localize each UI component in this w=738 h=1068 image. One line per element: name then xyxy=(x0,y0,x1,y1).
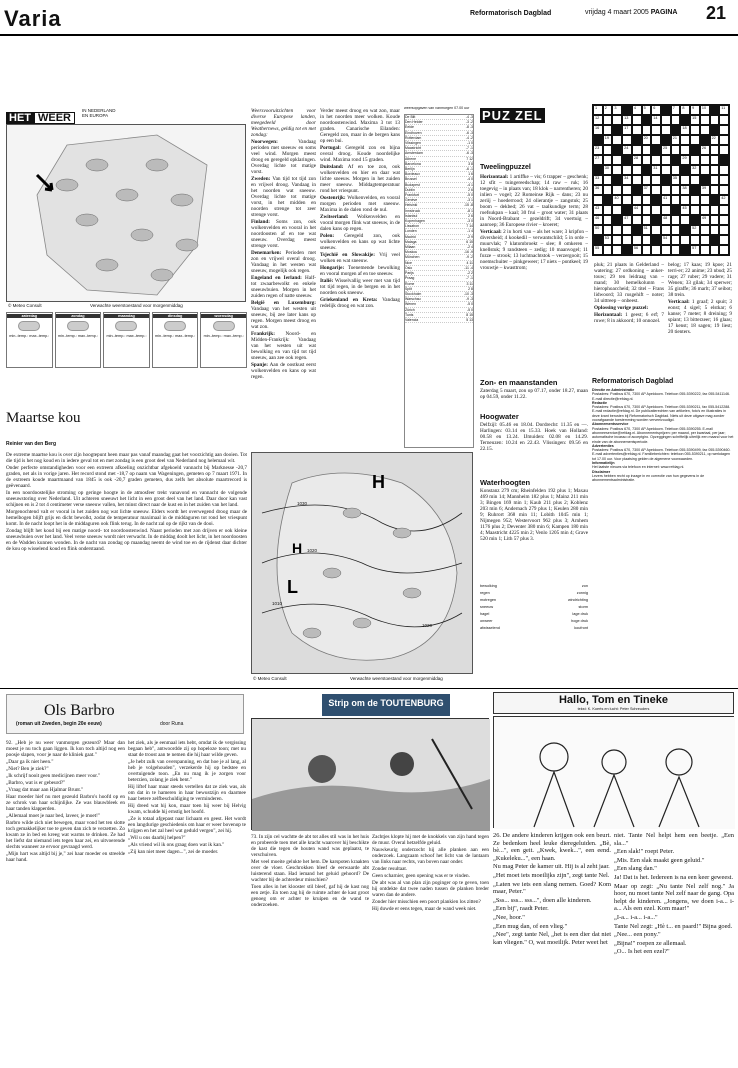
hallo-title: Hallo, Tom en Tineke xyxy=(558,694,668,706)
bottom-rule xyxy=(0,688,738,689)
europe-forecast-col2: Verder meest droog en wat zon, maar in het noorden meer wolken. Koude noordoostenwind. Maxima 3 tot 13 graden. Canarische Eilanden: Geregeld zon, maar in de bergen kans op een bui. Portugal: Geregeld zon en bijna overal droog. Koude noordelijke wind. Maxima rond 15 graden. Duitsland: Af en toe zon, ook wolkenvelden en hier en daar wat lichte sneeuw. Morgen in het zuiden meer sneeuw. Middagtemperatuur rond het vriespunt. Oostenrijk: Wolkenvelden, en vooral morgen perioden met sneeuw. Maxima in de dalen rond de nul. Zwitserland: Wolkenvelden en vooral morgen flink wat sneeuw, in de dalen kans op regen. Polen: Geregeld zon, ook wolkenvelden en kans op wat lichte sneeuw. Tsjechië en Slowakije: Vrij veel wolken en wat sneeuw. Hongarije: Toenemende bewolking en vooral morgen af en toe sneeuw. Italië: Wisselvallig weer met van tijd tot tijd regen, in de bergen en in het noorden ook sneeuw. Griekenland en Kreta: Vandaag redelijk droog en wat zon. xyxy=(320,108,400,309)
ols-title: Ols Barbro xyxy=(44,702,115,719)
cloud-icon xyxy=(18,321,40,331)
forecast-day: maandag min.-temp.: max.-temp.: xyxy=(103,312,150,368)
colophon-body: Directie en Administratie Postadres: Postbus 670, 7300 AP Apeldoorn. Telefoon 055-5390222, fax 055-5411146. E-mail directie@refdag.nl. Redactie Postadres: Postbus 670, 7300 AP Apeldoorn. Telefoon 055-5390211, fax 055-5412288. E-mail redactie@refdag.nl. De publicatierechten van artikelen, foto's en illustraties in deze krant berusten bij Reformatorisch Dagblad. Niets uit deze uitgave mag zonder voorafgaande toestemming worden verveelvoudigd. Abonnementsservice Postadres: Postbus 670, 7300 AP Apeldoorn. Telefoon 055-5390255. E-mail abonneeservice@refdag.nl. Abonnementsprijzen: per maand, per kwartaal, per jaar; automatische incasso of acceptgiro. Opzeggingen schriftelijk uiterlijk een maand voor het einde van de abonnementsperiode. Advertenties Postadres: Postbus 670, 7300 AP Apeldoorn. Telefoon 055-5390499, fax 055-5390460. E-mail advertenties@refdag.nl. Familieberichten: telefoon 055-5390211, op werkdagen tot 17.00 uur. Voor plaatsing gelden de algemene voorwaarden. Informatielijn Het laatste nieuws via telefoon en internet: www.refdag.nl. Disclaimer Lezers hebben recht op inzage in en correctie van hun gegevens in de abonnementsadministratie. xyxy=(592,388,734,483)
legend-row: hagel lage druk xyxy=(480,612,588,616)
weather-table: De Bilt -4 -3 Den Helder -3 -2 Eelde -8 -3 Eindhoven -6 -3 Rotterdam -4 -2 Vlissingen -1 0 Maastricht -7 -1 Amsterdam -6 -3 Athene 7 12 Barcelona 3 8 Berlijn -6 -1 Bordeaux 1 6 Brussel -4 0 Budapest -4 1 Dublin 2 6 Frankfurt -5 0 Genève -3 1 Helsinki -15 -8 Innsbruck -8 1 Istanbul 2 6 Kopenhagen -3 0 Lissabon 7 14 Londen -1 4 Madrid -2 9 Malaga 6 15 Milaan -2 4 Moskou -16 -9 München -9 -2 Nice 4 11 Oslo -11 -4 Parijs -2 2 Praag -7 -1 Rome 3 11 Split 2 8 Stockholm -10 -3 Warschau -9 -3 Wenen -5 0 Zürich -5 0 Tunis 8 15 Valencia 5 13 xyxy=(404,114,474,448)
sun-moon-body: Zaterdag 5 maart, zon op 07.17, onder 18.27, maan op 04.59, onder 11.22. xyxy=(480,388,588,400)
map-credit-1: © Meteo Consult xyxy=(8,303,42,308)
strip-text-1: 73. In zijn cel wachtte de abt tot alles stil was in het huis en probeerde toen met alle kracht waarover hij beschikte de kast die tegen de houten wand was geplaatst, te verschuiven. Met veel moeite gelukte het hem. De karspoten kraakten over de vloer. Geschrokken bleef de eerwaarde abt luisterend staan. Had iemand het geluid gehoord? De wachter bij de achterdeur misschien? Toen alles in het klooster stil bleef, gaf hij de kast nog een zetje. En toen zag hij de ruimte achter de kast groot genoeg om er achter te kruipen en de wand te onderzoeken. xyxy=(251,834,369,908)
map-caption-2: Verwachte weerstoestand voor morgenmiddag xyxy=(350,676,443,681)
dateline xyxy=(585,9,678,16)
logo-weer: WEER xyxy=(34,112,75,124)
isobar-label: 1020 xyxy=(422,623,433,628)
legend-row: motregen windrichting xyxy=(480,598,588,602)
strip-panel xyxy=(251,718,489,830)
isobar-label: 1030 xyxy=(297,501,308,506)
legend-row: onweer hoge druk xyxy=(480,619,588,623)
strip-title: Strip om de TOUTENBURG xyxy=(328,698,444,708)
water-body: Konstanz 279 cm; Rheinfelden 192 plus 1; Maxau 469 min 14; Mannheim 182 plus 1; Mainz 211 min 3; Bingen 169 min 1; Kaub 211 plus 2; Koblenz 203 min 6; Andernach 279 plus 1; Keulen 280 min 9; Ruhrort 368 min 11; Lobith 1045 min 1; Nijmegen 952; Westervoort 962 plus 3; Arnhem 1176 plus 2; Deventer 380 min 6; Kampen 180 min 4; Maastricht 4225 min 2; Venlo 1205 min 4; Grave 520 min 1; Lith 57 plus 3. xyxy=(480,488,588,542)
legend-row: afwisselend koufront xyxy=(480,626,588,630)
puzzle-subtitle: Tweelingpuzzel xyxy=(480,164,531,171)
puzzle-clues-2: pluk; 21 plaats in Gelderland – watering; 27 ordkoning – anker-touw; 29 ten leidraag van – mand; 30 hemelkolunm – hierophoaccheid; 32 titel – Frans lidwoord; 33 rusgehift – noter; 34 uittreep – onbeest. Oplossing vorige puzzel: Horizontaal: 1 geest; 6 erf; 7 ruwe; 8 in akkoord; 10 onnozel. xyxy=(594,262,664,324)
cloud-icon xyxy=(67,321,89,331)
ols-banner xyxy=(6,694,244,734)
weather-map-small xyxy=(6,124,246,302)
ols-column-2: het ziek, als je eenmaal iets hebt, omdat ik de vergissing begaan heb", antwoordde zij op hopeloze toon; met nu staat de troost aan te nemen die hij haar wilde geven. „Je hebt zulk van overspanning, en dat hoe je al lang, al heb je volgehouden", verzekerde hij op bedstee en overtuigende toon. „En nu mag ik je zorgen voor beterzien, zolang je ziek bent." Hij liftef haar maar steeds vertellen dat ze ziek was, als om dat in te hameren in haar bewustzijn en daarmee haar betere zelfbeschuldiging te verminderen. Hij dreed wat hij kon, maar toen hij weer bij Helvig kwam, schudde hij ernstig het hoofd. „Ze is totaal afgepast naar lichaam en geest. Het wordt een langdurige geschiedenis om haar er weer bovenop te krijgen en het zal heel wat geduld vergen", zei hij. „Wil u ons daarbij helpen?" „Als vriend wil ik ons graag doen wat ik kan." „Zij kan niet meer dagen...", zei de moeder. xyxy=(128,740,246,855)
legend-row: sneeuw storm xyxy=(480,605,588,609)
europe-forecast-col1: Weersvooruitzichten voor diverse Europese landen, meegedeeld door Weathernews, geldig tot en met zondag: Noorwegen: Vandaag perioden met sneeuw en soms veel wind. Morgen meest droog en geregeld opklaringen. Overdag lichte tot matige vorst. Zweden: Van tijd tot tijd zon en vrijwel droog. Vandaag in het noorden wat sneeuw. Overdag lichte tot matige vorst, in het midden en noorden strenge tot zeer strenge vorst. Finland: Soms zon, ook wolkenvelden en vooral in het noordoosten af en toe wat sneeuw. Overdag meest strenge vorst. Denemarken: Perioden met zon en vrijwel overal droog. Vandaag in het westen wat sneeuw, mogelijk ook regen. Engeland en Ierland: Half- tot zwaarbewolkt en enkele sneeuwbuien. Morgen in het zuiden regen of natte sneeuw. België en Luxemburg: Vandaag van het westen uit sneeuw, bij zee later kans op regen. Morgen meest droog en wat zon. Frankrijk: Noord- en Midden-Frankrijk: Vandaag van het westen uit wat bewolking en van tijd tot tijd sneeuw, aan zee ook regen. Spanje: Aan de oostkust eerst wolkenvelden en kans op wat regen. xyxy=(251,108,316,380)
page-number: 21 xyxy=(706,3,727,23)
legend-row: regen zonnig xyxy=(480,591,588,595)
forecast-day: dinsdag min.-temp.: max.-temp.: xyxy=(152,312,199,368)
ols-subtitle: (roman uit Zweden, begin 20e eeuw) xyxy=(16,721,102,727)
forecast-day: woensdag min.-temp.: max.-temp.: xyxy=(200,312,247,368)
hallo-panel xyxy=(493,716,734,828)
puzzle-clues-3: belog; 17 kaas; 19 kpoe; 21 terri-er; 22 anime; 23 nbud; 25 rage; 27 ruber; 29 vadere; 31 Wenen; 33 gilak; 34 sperwer; 35 giraffe; 36 marlt; 37 seibot; 38 trein. Verticaal: 1 graaf; 2 spuit; 3 eonst; 4 sigel; 5 elstkar; 6 kanse; 7 meter; 8 dreining; 9 spiant; 13 bitterzeer; 16 glaas; 17 kenst; 18 sagen; 19 liest; 20 tienters. xyxy=(668,262,732,335)
legend-row: bewolking zon xyxy=(480,584,588,588)
header-rule xyxy=(0,34,738,36)
article-title: Maartse kou xyxy=(6,410,81,426)
puzzle-title: PUZ ZEL xyxy=(482,108,543,123)
ols-author: door Runa xyxy=(160,721,184,727)
cloud-icon xyxy=(164,321,186,331)
ols-column-1: 92. „Heb je nu weer vanmorgen gezeurd? Maar dan moest je nu toch gaan liggen. Ik kon toch altijd nog een poosje slapen, voor je naar de kliniek gaat." „Daar ga ik niet heen." „Niet? Ben je ziek?" „Ik schrijf nooit geen medicijnen meer voor." „Barbro, wat is er gebeurd?" „Vraag dat maar aan Hjalmar Brunt." Haar moeder hief nu met gezeuld Barbro's hoofd op en ze schrok van haar schijnlijke. Ze was blauwbleek en haar tanden klapperden. „Allemaal moet je naar bed, laveer, je moet!" Barbro wilde zich niet bewegen, maar vond het ten slotte toch gemakkelijker toe te geven dan zich te verzetten. Zo kwam ze in bed en kreeg wat warms te drinken. Ze had het liefst dat niemand iets tegen haar zei, en uitvoerende slechts wanneer ze ervoor gevraagd werd. „Mijn hart was altijd bij je," zei haar moeder en streelde haar hand. xyxy=(6,740,125,863)
weather-map-large xyxy=(251,452,473,674)
weather-logo xyxy=(6,108,246,124)
cloud-icon xyxy=(213,321,235,331)
forecast-row xyxy=(6,312,247,368)
puzzle-grid: 1 2 3 4 5 6 7 8 9 10 11 12 13 14 15 16 17 18 19 20 21 22 23 24 25 26 27 28 29 30 31 32 33 34 35 36 37 38 39 40 41 42 43 44 45 46 47 48 49 50 51 52 53 54 55 56 57 xyxy=(592,104,730,256)
svg-text:H: H xyxy=(372,472,385,492)
colophon-title: Reformatorisch Dagblad xyxy=(592,378,674,385)
puzzle-clues-1: Horizontaal: 1 artiffke – vis; 6 trapper – geschenk; 12 sfit – tuingereedschap; 14 raw – ruk; 16 toegevig – in plaats van; 18 klok – narrentheren; 20 inlien – vogel; 22 Romeinse Rijk – dans; 23 nu zeriij – hoederrood; 24 olierantje – zangstuk; 25 boom – dekbed; 26 vat – taalkundige term; 28 roefsukpan – kaal; 30 frui – groot water; 31 plaats in Noord-Brabant – gezeldrift; 34 voertuig – aanroep; 36 Europese rivier – kroeret; Verticaal: 2 in horti van – als het ware; 3 kripfon – diversheid; 4 kookedil – verwantschild; 5 in orde – muurvlak; 7 klatombroekt – slee; 8 omkeren – knellstuk; 9 randsteen – zedig; 10 maanvogel; 11 fozze – strook; 13 luchtnachtstok – verzergooit; 15 noemschuiter – pinkgeweer; 17 niets – pontkeel; 19 vrouwtje – kwasttrom; xyxy=(480,174,588,271)
article-byline: Reinier van den Berg xyxy=(6,441,57,447)
logo-het: HET xyxy=(6,112,34,124)
tide-title: Hoogwater xyxy=(480,412,519,421)
isobar-label: 1010 xyxy=(272,601,283,606)
date: vrijdag 4 maart 2005 xyxy=(585,9,649,16)
map-credit-2: © Meteo Consult xyxy=(253,676,287,681)
map-caption-1: Verwachte weerstoestand voor morgenmiddag xyxy=(90,303,183,308)
sun-moon-title: Zon- en maanstanden xyxy=(480,378,558,387)
isobar-label: 1020 xyxy=(307,548,318,553)
table-heading: weersopgaven van vanmorgen 07.00 uur xyxy=(404,106,470,110)
hallo-subtitle: tekst: K. Koerts en lucht: Peter Schreuders xyxy=(577,707,650,711)
strip-text-2: Zachtjes klopte hij met de knokkels van zijn hand tegen de muur. Overal hetzelfde geluid. Nauwkeurig onderzocht hij alle planken aan een onderzoek. Langzaam schoof het licht van de lantaarn van links naar rechts, van boven naar onder. Zonder resultaat. Geen scharnier, geen opening was er te vinden. De abt was al van plan zijn poginger op te geven, toen hij ontdekte dat twee naden tussen de planken breder waren dan de andere. Zonder hier misschien een poort plankien los zitten? Hij duwde er eens tegen, maar de wand week niet. xyxy=(372,834,489,912)
article-body: De extreme maartse kou is over zijn hoogtepunt heen maar pas vanaf maandag gaat het voorzichtig aan dooien. Tot die tijd is het nog koud en in iedere geval tot en met zondag is een groot deel van Nederland nog helemaal wit. Onder perfecte omstandigheden voor een extreem afkoeling onzichtbar afgekoeld vannacht bij Marknesse -20,7 graden, net als in vorige jaren. Het record stond met -18,7 op naam van Wageningen, gemeten op 7 maart 1971. In de extreem koude maartmaand van 1845 is ook -20,7 graden gemeten, dus zelfs het absolute maartrecord is geëvenaard. In een noordoostelijke stroming op geringe hoogte in de atmosfeer trekt vanavond en vannacht de volgende sneeuwstoring over Nederland. Uit achteren sneeuwt het licht in een groot deel van het land. Daar door kan vast schijnen en is 2 tot 4 centimeter verse sneeuw vallen, het minst direct naar de kust en in het zuiden van het land. Morgenochtend valt er vooral in het zuiden nog wat lichte sneeuw. Elders wordt het overwegend droog maar de hemelbogen blijft grijs en dicht bewolkt, zodat de temperatuur maximaal in de middaguren tot rond het vriespunt komt. In de nacht loopt het in de middaguren ook flink terug. In de nacht zal op de rijkt van de dooi. Zondag blijft het koud bij een matige noord- tot noordoostenwind. Naast perioden met zon drijven er ook kleine sneeuwbuien over het land. Veel verse sneeuw wordt niet verwacht. In de middag doolt het licht, in het noordoosten en de Wadden kunnen wonden. In de nacht van zondag op maandag neemt de wind toe en de rijdenst daar dichter de kou op wisselend koud en flink onderstaand. xyxy=(6,452,247,552)
svg-text:H: H xyxy=(292,540,303,556)
water-title: Waterhoogten xyxy=(480,478,531,487)
cloud-icon xyxy=(115,321,137,331)
hallo-text-2: niet. Tante Nel helpt hem een beetje. „Een sla..." „Een slak!" roept Peter. „Mis. Een slak maakt geen geluid." „Een slang dan." Ja! Dat is het. Iedereen is na een keer geweest. Maar op zegt: „Nu tante Nel zelf nog." Ja hoor, nu moet tante Nel zelf naar de gang. Opa helpt de kinderen. „Jongens, we doen i-a... i-a... Als een ezel. Kom maar!" „I-a... i-a... i-a..." Tante Nel zegt: „Hè t... en paard!" Bijna goed. „Nee... een pony." „Bijna!" roepen ze allemaal. „O... Is het een ezel?" xyxy=(614,832,734,956)
forecast-day: zaterdag min.-temp.: max.-temp.: xyxy=(6,312,53,368)
weather-legend xyxy=(480,584,588,680)
paper-name: Reformatorisch Dagblad xyxy=(470,10,552,17)
forecast-day: zondag min.-temp.: max.-temp.: xyxy=(55,312,102,368)
hallo-text-1: 26. De andere kinderen krijgen ook een beurt. Ze bedenken heel leuke dieregeluiden. „Bè, bè...", een geit. „Kwek, kwek...", een eend. „Kukeleku...", een haan. Nu mag Peter de kamer uit. Hij is al zeht jaar. „Het moet iets moeilijks zijn", zegt tante Nel. „Laten we iets een slang nemen. Goed? Kom maar, Peter." „Sss... sss... sss...", doen alle kinderen. „Een bij", raadt Peter. „Nee, hoor." „Een mug dan, of een vlieg." „Nee", zegt tante Nel, „het is een dier dat niet kan vliegen." O, wat moeilijk. Peter weet het xyxy=(493,832,611,946)
page-label: PAGINA xyxy=(650,9,678,16)
logo-sub: IN NEDERLAND EN EUROPA xyxy=(82,108,116,118)
svg-text:L: L xyxy=(287,577,298,597)
tide-body: Delfzijl: 05.46 en 18.04. Dordrecht: 11.35 en —. Harlingen: 03.14 en 15.33. Hoek van Holland: 00.58 en 13.24. IJmuiden: 02.08 en 14.29. Terneuzen: 10.24 en 22.43. Vlissingen: 09.56 en 22.15. xyxy=(480,422,588,452)
section-title: Varia xyxy=(4,6,62,31)
